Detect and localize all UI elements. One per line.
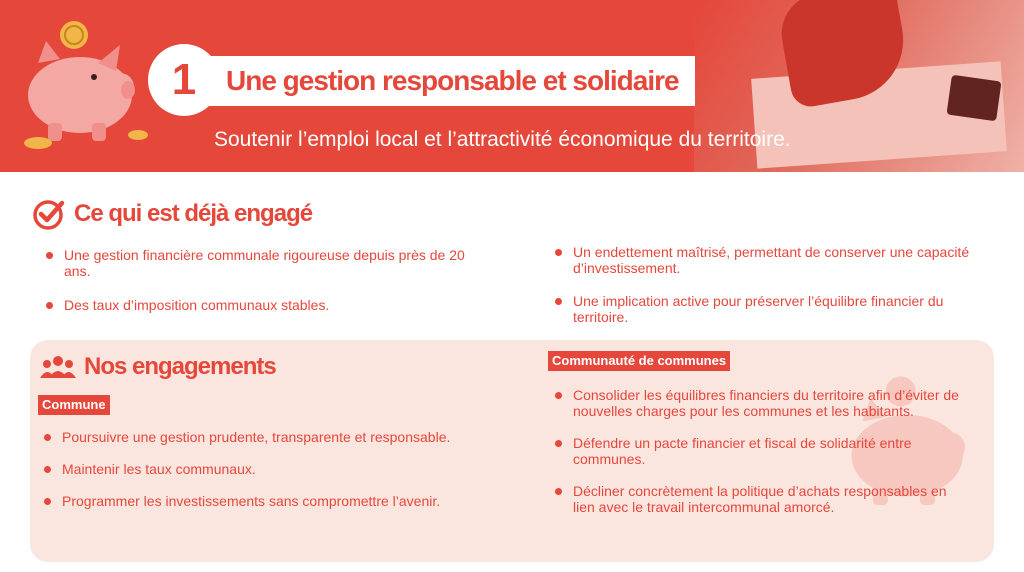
commitments-section-title	[40, 353, 276, 381]
list-item: Poursuivre une gestion prudente, transparente et responsable.	[40, 429, 460, 445]
list-item: Décliner concrètement la politique d’achats responsables en lien avec le travail intercommunal amorcé.	[551, 483, 971, 515]
list-item: Consolider les équilibres financiers du territoire afin d’éviter de nouvelles charges pour les communes et les habitants.	[551, 387, 971, 419]
list-item: Une gestion financière communale rigoureuse depuis près de 20 ans.	[42, 247, 482, 279]
people-group-icon	[40, 354, 76, 380]
engaged-list-left	[42, 247, 482, 313]
commune-tag: Commune	[38, 395, 110, 415]
engaged-title-text: Ce qui est déjà engagé	[74, 200, 313, 227]
engaged-list-right	[551, 244, 971, 325]
page-title: Une gestion responsable et solidaire	[206, 56, 695, 106]
list-item: Des taux d’imposition communaux stables.	[42, 297, 482, 313]
check-circle-icon	[32, 197, 66, 231]
piggy-bank-icon	[8, 15, 148, 155]
list-item: Maintenir les taux communaux.	[40, 461, 460, 477]
list-item: Défendre un pacte financier et fiscal de solidarité entre communes.	[551, 435, 971, 467]
communaute-list	[551, 387, 971, 515]
list-item: Une implication active pour préserver l’équilibre financier du territoire.	[551, 293, 971, 325]
header-banner	[0, 0, 1024, 172]
list-item: Programmer les investissements sans compromettre l’avenir.	[40, 493, 460, 509]
engaged-section-title	[32, 197, 312, 231]
list-item: Un endettement maîtrisé, permettant de conserver une capacité d’investissement.	[551, 244, 971, 276]
communaute-tag: Communauté de communes	[548, 351, 730, 371]
page-subtitle: Soutenir l’emploi local et l’attractivité économique du territoire.	[214, 128, 791, 151]
section-number: 1	[148, 44, 220, 116]
commune-list	[40, 429, 460, 509]
commitments-title-text: Nos engagements	[84, 353, 276, 380]
